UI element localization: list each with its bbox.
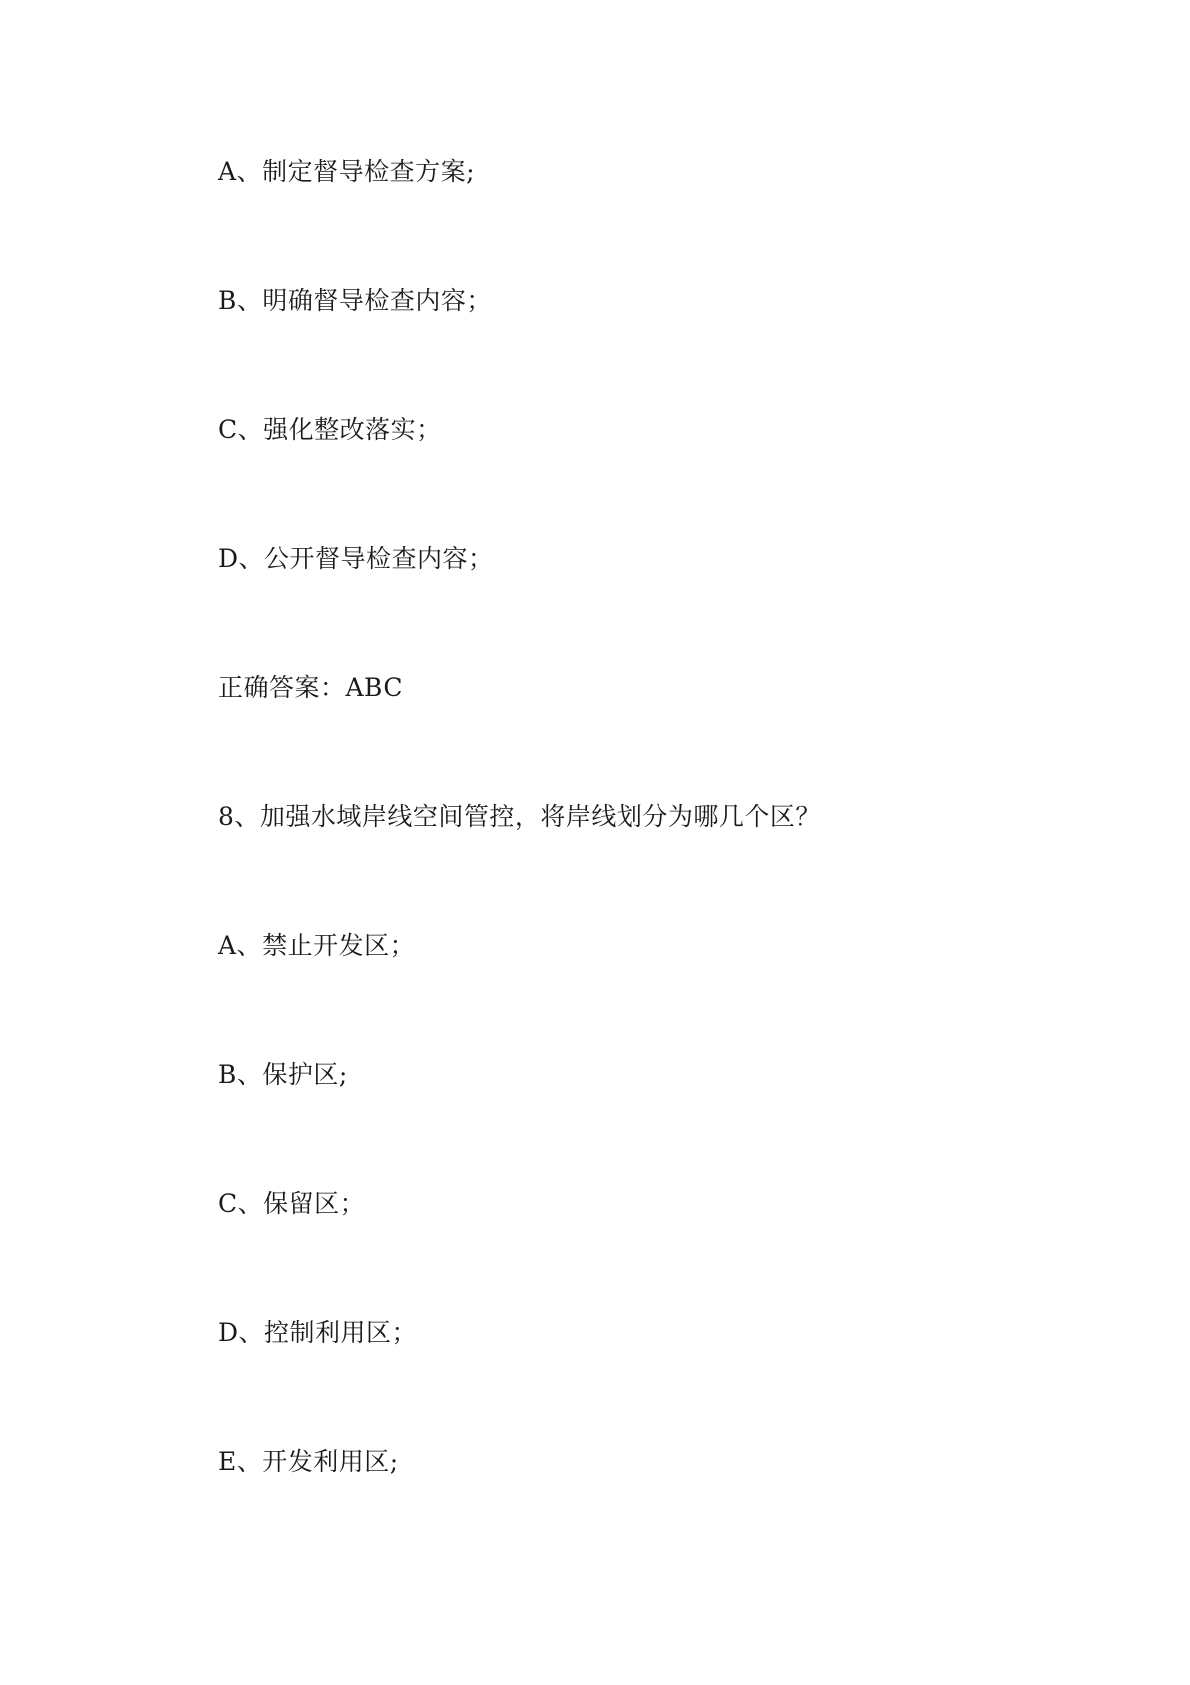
option-text: 制定督导检查方案; — [262, 157, 475, 186]
option-marker: E、 — [218, 1447, 263, 1476]
option-text: 明确督导检查内容； — [262, 286, 492, 315]
option-c-line — [218, 413, 442, 447]
option-c-line — [218, 1187, 365, 1221]
option-text: 控制利用区； — [264, 1318, 418, 1347]
option-d-line — [218, 1316, 417, 1350]
option-marker: A、 — [218, 157, 263, 186]
option-e-line — [218, 1445, 399, 1479]
option-marker: C、 — [218, 415, 264, 444]
question-line — [218, 800, 821, 834]
option-marker: C、 — [218, 1189, 264, 1218]
option-a-line — [218, 929, 415, 963]
option-text: 开发利用区; — [262, 1447, 399, 1476]
option-marker: A、 — [218, 931, 263, 960]
option-text: 强化整改落实； — [263, 415, 442, 444]
option-marker: D、 — [218, 1318, 265, 1347]
option-marker: B、 — [218, 286, 263, 315]
option-text: 禁止开发区； — [262, 931, 416, 960]
option-marker: D、 — [218, 544, 265, 573]
option-b-line — [218, 1058, 348, 1092]
option-text: 公开督导检查内容； — [264, 544, 494, 573]
question-text: 8、加强水域岸线空间管控，将岸线划分为哪几个区？ — [218, 802, 821, 831]
option-b-line — [218, 284, 492, 318]
option-text: 保留区； — [263, 1189, 366, 1218]
answer-text: 正确答案：ABC — [218, 673, 404, 702]
option-text: 保护区; — [262, 1060, 348, 1089]
option-d-line — [218, 542, 494, 576]
answer-line — [218, 671, 403, 705]
option-a-line — [218, 155, 475, 189]
option-marker: B、 — [218, 1060, 263, 1089]
